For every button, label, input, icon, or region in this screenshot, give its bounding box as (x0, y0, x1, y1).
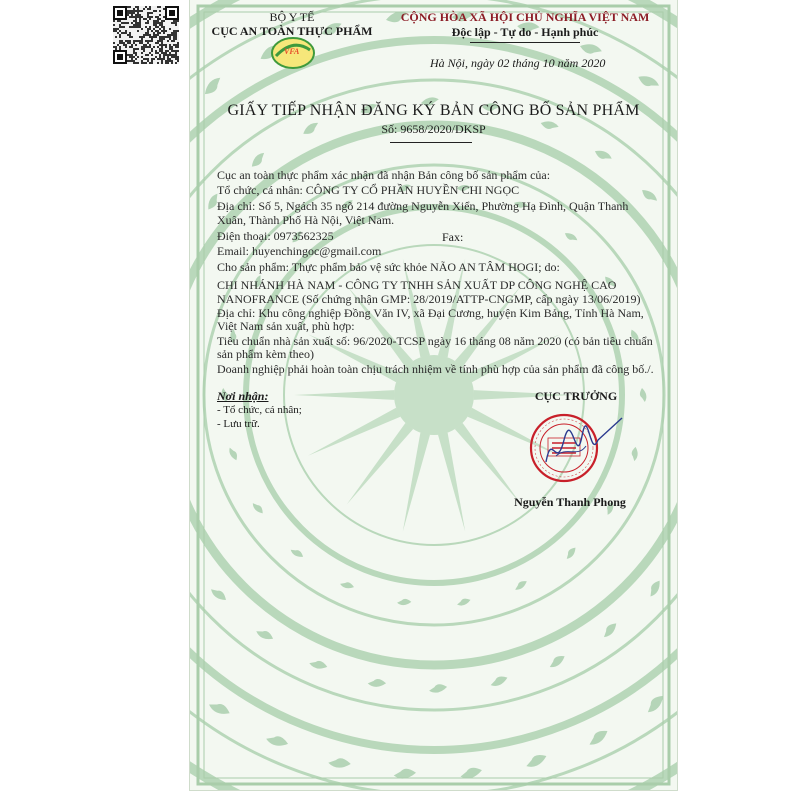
body-line: Địa chỉ: Số 5, Ngách 35 ngõ 214 đường Nguyễn Xiển, Phường Hạ Đình, Quận Thanh (217, 199, 629, 213)
recipient-item: - Lưu trữ. (217, 418, 260, 430)
signer-name: Nguyễn Thanh Phong (514, 495, 626, 509)
certificate-document (189, 0, 678, 791)
date-line: Hà Nội, ngày 02 tháng 10 năm 2020 (430, 56, 606, 70)
recipient-item: - Tổ chức, cá nhân; (217, 404, 302, 416)
motto: Độc lập - Tự do - Hạnh phúc (451, 25, 599, 39)
country-name: CỘNG HÒA XÃ HỘI CHỦ NGHĨA VIỆT NAM (400, 10, 650, 24)
body-line: Địa chỉ: Khu công nghiệp Đồng Văn IV, xã Đại Cương, huyện Kim Bảng, Tỉnh Hà Nam, (217, 306, 644, 320)
body-line: sản phẩm kèm theo) (217, 347, 314, 361)
signer-title: CỤC TRƯỞNG (534, 389, 618, 403)
title-underline (390, 142, 472, 143)
document-title: GIẤY TIẾP NHẬN ĐĂNG KÝ BẢN CÔNG BỐ SẢN PHẨM (227, 102, 640, 119)
fax-label: Fax: (442, 230, 464, 244)
document-number: Số: 9658/2020/DKSP (381, 122, 486, 136)
logo-text: VFA (284, 47, 300, 56)
body-line: Xuân, Thành Phố Hà Nội, Việt Nam. (217, 213, 395, 227)
body-line: Cục an toàn thực phẩm xác nhận đã nhận Bản công bố sản phẩm của: (217, 168, 551, 182)
recipients-heading: Nơi nhận: (217, 389, 269, 403)
body-line: Việt Nam sản xuất, phù hợp: (217, 319, 355, 333)
body-line: Điện thoại: 0973562325 (217, 229, 334, 243)
body-line: CHI NHÁNH HÀ NAM - CÔNG TY TNHH SẢN XUẤT DP CÔNG NGHỆ CAO (217, 278, 617, 292)
agency-name: CỤC AN TOÀN THỰC PHẨM (211, 24, 373, 38)
body-line: Doanh nghiệp phải hoàn toàn chịu trách nhiệm về tính phù hợp của sản phẩm đã công bố./. (217, 362, 654, 376)
body-line: NANOFRANCE (Số chứng nhận GMP: 28/2019/ATTP-CNGMP, cấp ngày 13/06/2019) (217, 292, 641, 306)
body-line: Email: huyenchingoc@gmail.com (217, 244, 382, 258)
body-line: Tiêu chuẩn nhà sản xuất số: 96/2020-TCSP ngày 16 tháng 08 năm 2020 (có bản tiêu chuẩn (217, 334, 653, 348)
official-stamp (526, 410, 626, 486)
body-line: Tổ chức, cá nhân: CÔNG TY CỔ PHẦN HUYỀN CHI NGỌC (217, 183, 520, 197)
qr-code (113, 6, 179, 64)
motto-underline (470, 42, 580, 43)
body-line: Cho sản phẩm: Thực phẩm bảo vệ sức khỏe NÃO AN TÂM HOGI; do: (217, 260, 560, 274)
ministry-name: BỘ Y TẾ (269, 10, 315, 24)
